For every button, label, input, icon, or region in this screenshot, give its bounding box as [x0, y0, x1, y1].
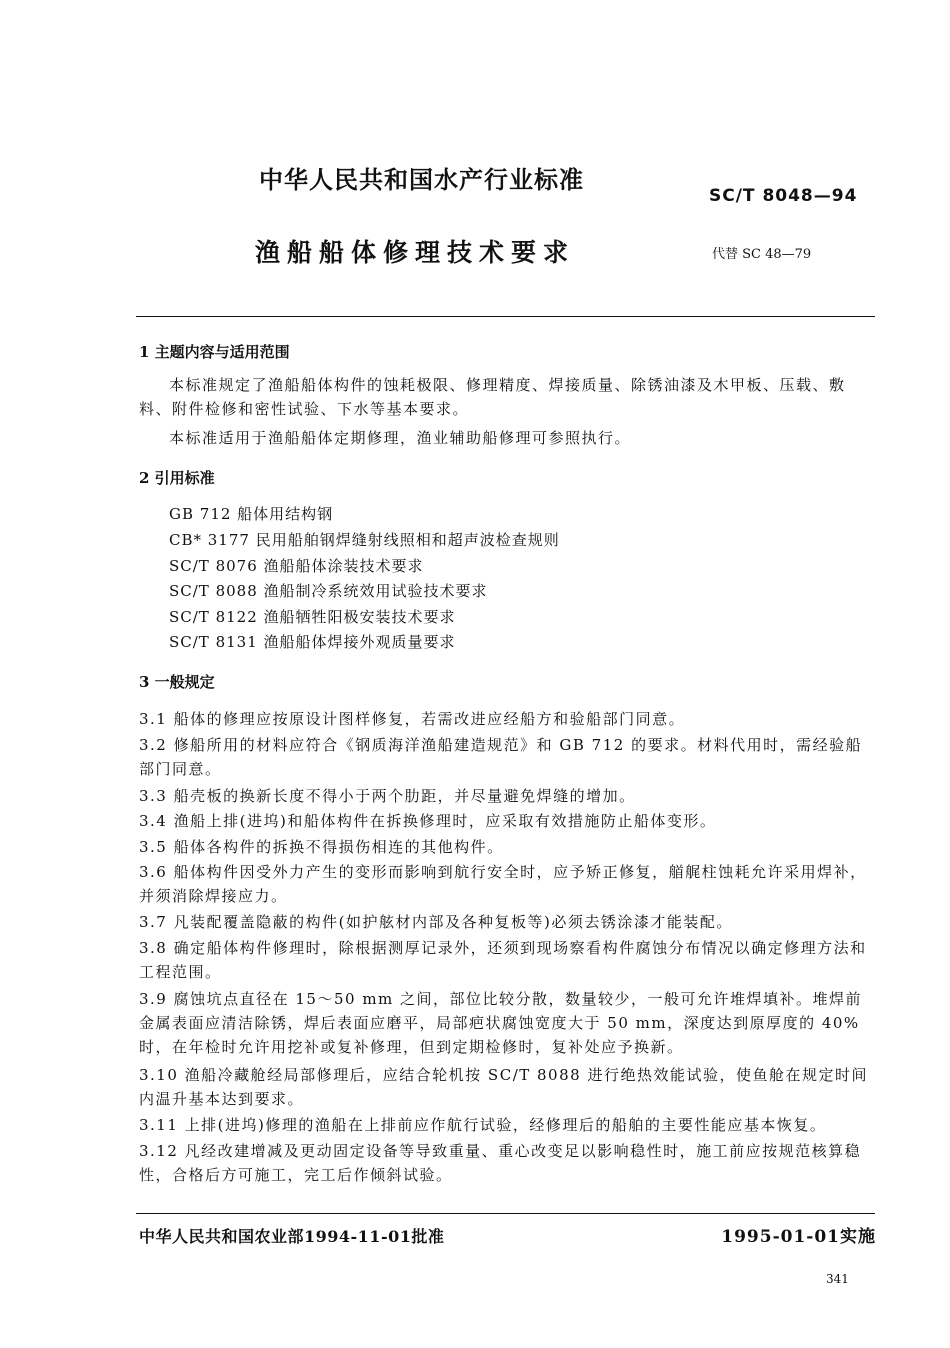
clause-3-12: 3.12 凡经改建增减及更动固定设备等导致重量、重心改变足以影响稳性时，施工前应按规范核算稳性，合格后方可施工，完工后作倾斜试验。 [139, 1142, 862, 1184]
reference-item: SC/T 8076 渔船船体涂装技术要求 [169, 557, 424, 575]
standard-code: SC/T 8048—94 [709, 186, 858, 206]
clause-3-1: 3.1 船体的修理应按原设计图样修复，若需改进应经船方和验船部门同意。 [139, 710, 686, 728]
section-2-heading: 2 引用标准 [139, 469, 215, 487]
reference-item: GB 712 船体用结构钢 [169, 505, 334, 523]
page-number: 341 [826, 1272, 849, 1286]
clause-3-10: 3.10 渔船冷藏舱经局部修理后，应结合轮机按 SC/T 8088 进行绝热效能试验，使鱼舱在规定时间内温升基本达到要求。 [139, 1066, 868, 1108]
clause-3-8: 3.8 确定船体构件修理时，除根据测厚记录外，还须到现场察看构件腐蚀分布情况以确定修理方法和工程范围。 [139, 939, 867, 981]
clause-3-11: 3.11 上排(进坞)修理的渔船在上排前应作航行试验，经修理后的船舶的主要性能应基本恢复。 [139, 1116, 827, 1134]
reference-item: SC/T 8122 渔船牺牲阳极安装技术要求 [169, 608, 456, 626]
reference-item: CB* 3177 民用船舶钢焊缝射线照相和超声波检查规则 [169, 531, 560, 549]
implementation-date: 1995-01-01实施 [721, 1227, 876, 1247]
clause-3-3: 3.3 船壳板的换新长度不得小于两个肋距，并尽量避免焊缝的增加。 [139, 787, 636, 805]
section-1-paragraph-2: 本标准适用于渔船船体定期修理，渔业辅助船修理可参照执行。 [169, 429, 632, 447]
clause-3-9: 3.9 腐蚀坑点直径在 15～50 mm 之间，部位比较分散，数量较少，一般可允许堆焊填补。堆焊前金属表面应清洁除锈，焊后表面应磨平，局部疤状腐蚀宽度大于 50 mm，深度达到原厚度的 40%时，在年检时允许用挖补或复补修理，但到定期检修时，复补处应予换新。 [139, 990, 863, 1056]
document-title: 渔船船体修理技术要求 [255, 238, 576, 267]
reference-item: SC/T 8088 渔船制冷系统效用试验技术要求 [169, 582, 488, 600]
clause-3-2: 3.2 修船所用的材料应符合《钢质海洋渔船建造规范》和 GB 712 的要求。材料代用时，需经验船部门同意。 [139, 736, 863, 778]
approval-statement: 中华人民共和国农业部1994-11-01批准 [139, 1227, 445, 1246]
reference-item: SC/T 8131 渔船船体焊接外观质量要求 [169, 633, 456, 651]
clause-3-6: 3.6 船体构件因受外力产生的变形而影响到航行安全时，应予矫正修复，艏艉柱蚀耗允许采用焊补，并须消除焊接应力。 [139, 863, 867, 905]
section-3-heading: 3 一般规定 [139, 673, 215, 691]
clause-3-7: 3.7 凡装配覆盖隐蔽的构件(如护舷材内部及各种复板等)必须去锈涂漆才能装配。 [139, 913, 733, 931]
clause-3-5: 3.5 船体各构件的拆换不得损伤相连的其他构件。 [139, 838, 504, 856]
section-1-heading: 1 主题内容与适用范围 [139, 343, 290, 361]
industry-standard-title: 中华人民共和国水产行业标准 [259, 165, 584, 194]
section-1-paragraph-1: 本标准规定了渔船船体构件的蚀耗极限、修理精度、焊接质量、除锈油漆及木甲板、压载、敷料、附件检修和密性试验、下水等基本要求。 [139, 376, 846, 418]
replaces-note: 代替 SC 48—79 [712, 247, 812, 262]
footer-divider [136, 1213, 875, 1214]
clause-3-4: 3.4 渔船上排(进坞)和船体构件在拆换修理时，应采取有效措施防止船体变形。 [139, 812, 717, 830]
header-divider [136, 316, 875, 317]
